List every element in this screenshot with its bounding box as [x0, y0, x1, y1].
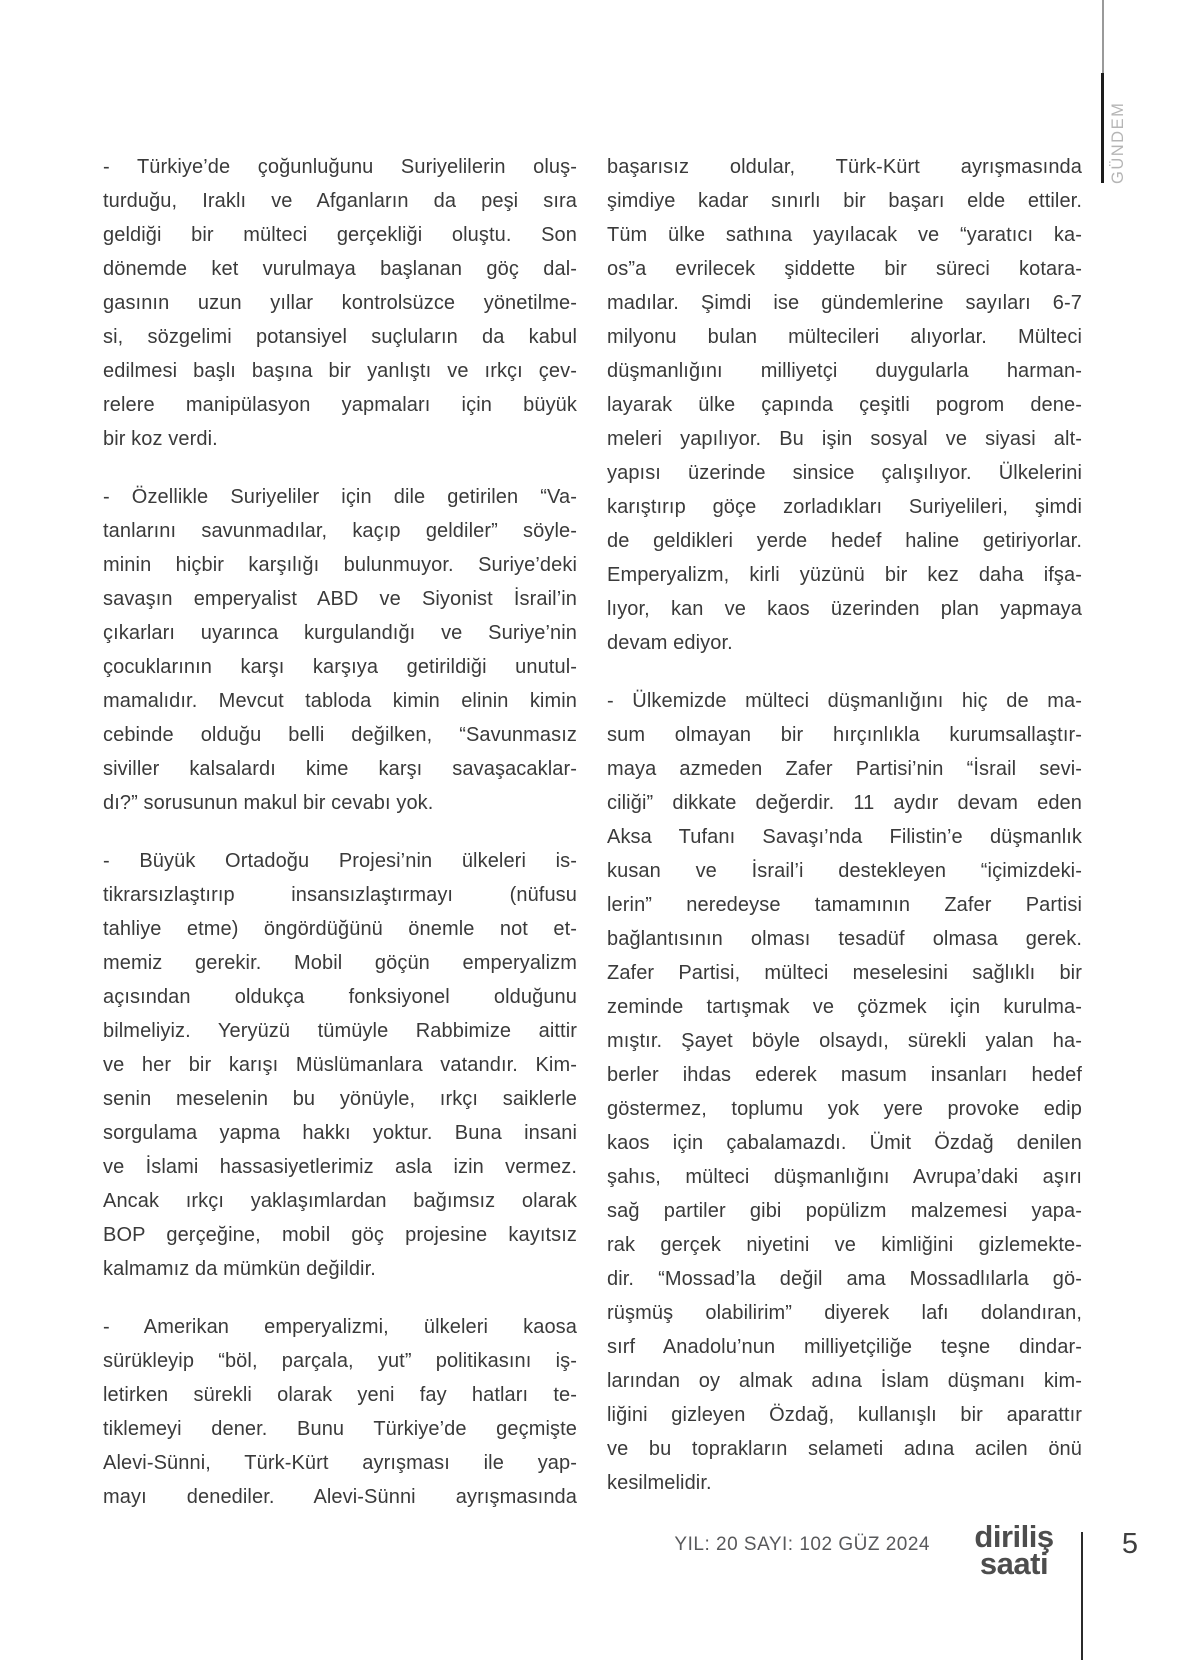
text-line: - Türkiye’de çoğunluğunu Suriyelilerin oluş- — [103, 156, 577, 178]
text-line: savaşın emperyalist ABD ve Siyonist İsrail’in — [103, 588, 577, 610]
text-line: gasının uzun yıllar kontrolsüzce yönetilme- — [103, 292, 577, 314]
text-line: çocuklarının karşı karşıya getirildiği unutul- — [103, 656, 577, 678]
text-line: karıştırıp göçe zorladıkları Suriyelileri, şimdi — [607, 496, 1082, 518]
text-line: Ancak ırkçı yaklaşımlardan bağımsız olarak — [103, 1190, 577, 1212]
text-line: sorgulama yapma hakkı yoktur. Buna insani — [103, 1122, 577, 1144]
logo-line-1: diriliş — [974, 1519, 1054, 1554]
text-line: Tüm ülke sathına yayılacak ve “yaratıcı ka- — [607, 224, 1082, 246]
text-line: şahıs, mülteci düşmanlığını Avrupa’daki aşırı — [607, 1166, 1082, 1188]
paragraph — [607, 150, 1082, 660]
text-line: tikrarsızlaştırıp insansızlaştırmayı (nüfusu — [103, 884, 577, 906]
text-line: açısından oldukça fonksiyonel olduğunu — [103, 986, 577, 1008]
text-line: sürükleyip “böl, parçala, yut” politikasını iş- — [103, 1350, 577, 1372]
text-line: senin meselenin bu yönüyle, ırkçı saiklerle — [103, 1088, 577, 1110]
text-line: zeminde tartışmak ve çözmek için kurulma- — [607, 996, 1082, 1018]
text-line: meleri yapılıyor. Bu işin sosyal ve siyasi alt- — [607, 428, 1082, 450]
logo-line-2: saati — [979, 1546, 1049, 1581]
text-line: dönemde ket vurulmaya başlanan göç dal- — [103, 258, 577, 280]
text-line: sırf Anadolu’nun milliyetçiliğe teşne dindar- — [607, 1336, 1082, 1358]
text-line: layarak ülke çapında çeşitli pogrom dene- — [607, 394, 1082, 416]
text-line: dir. “Mossad’la değil ama Mossadlılarla gö- — [607, 1268, 1082, 1290]
text-line: kesilmelidir. — [607, 1472, 712, 1494]
text-line: bağlantısının olması tesadüf olmasa gerek. — [607, 928, 1082, 950]
paragraph — [607, 684, 1082, 1500]
text-line: tanlarını savunmadılar, kaçıp geldiler” söyle- — [103, 520, 577, 542]
text-line: larından oy almak adına İslam düşmanı kim- — [607, 1370, 1082, 1392]
text-line: tiklemeyi dener. Bunu Türkiye’de geçmişte — [103, 1418, 577, 1440]
text-line: sum olmayan bir hırçınlıkla kurumsallaştır- — [607, 724, 1082, 746]
text-line: başarısız oldular, Türk-Kürt ayrışmasında — [607, 156, 1082, 178]
text-line: rak gerçek niyetini ve kimliğini gizlemekte- — [607, 1234, 1082, 1256]
text-line: letirken sürekli olarak yeni fay hatları te- — [103, 1384, 577, 1406]
text-line: Zafer Partisi, mülteci meselesini sağlıklı bir — [607, 962, 1082, 984]
text-line: liğini gizleyen Özdağ, kullanışlı bir aparattır — [607, 1404, 1082, 1426]
text-line: ciliği” dikkate değerdir. 11 aydır devam eden — [607, 792, 1082, 814]
text-line: ve İslami hassasiyetlerimiz asla izin vermez. — [103, 1156, 577, 1178]
footer-divider — [1081, 1532, 1083, 1660]
text-line: mamalıdır. Mevcut tabloda kimin elinin kimin — [103, 690, 577, 712]
text-line: mıştır. Şayet böyle olsaydı, sürekli yalan ha- — [607, 1030, 1082, 1052]
text-line: maya azmeden Zafer Partisi’nin “İsrail sevi- — [607, 758, 1082, 780]
text-line: edilmesi başlı başına bir yanlıştı ve ırkçı çev- — [103, 360, 577, 382]
text-line: Emperyalizm, kirli yüzünü bir kez daha ifşa- — [607, 564, 1082, 586]
text-line: - Ülkemizde mülteci düşmanlığını hiç de ma- — [607, 690, 1082, 712]
text-line: minin hiçbir karşılığı bulunmuyor. Suriye’deki — [103, 554, 577, 576]
text-line: madılar. Şimdi ise gündemlerine sayıları 6-7 — [607, 292, 1082, 314]
paragraph — [103, 844, 577, 1286]
text-line: geldiği bir mülteci gerçekliği oluştu. Son — [103, 224, 577, 246]
text-line: Alevi-Sünni, Türk-Kürt ayrışması ile yap- — [103, 1452, 577, 1474]
text-line: lıyor, kan ve kaos üzerinden plan yapmaya — [607, 598, 1082, 620]
text-line: memiz gerekir. Mobil göçün emperyalizm — [103, 952, 577, 974]
text-line: düşmanlığını milliyetçi duygularla harman- — [607, 360, 1082, 382]
text-line: devam ediyor. — [607, 632, 733, 654]
text-line: kaos için çabalamazdı. Ümit Özdağ denilen — [607, 1132, 1082, 1154]
text-line: sağ partiler gibi popülizm malzemesi yapa- — [607, 1200, 1082, 1222]
text-line: Aksa Tufanı Savaşı’nda Filistin’e düşmanlık — [607, 826, 1082, 848]
text-line: de geldikleri yerde hedef haline getiriyorlar. — [607, 530, 1082, 552]
text-line: rüşmüş olabilirim” diyerek lafı dolandıran, — [607, 1302, 1082, 1324]
text-line: siviller kalsalardı kime karşı savaşacaklar- — [103, 758, 577, 780]
text-line: - Özellikle Suriyeliler için dile getirilen “Va- — [103, 486, 577, 508]
right-text-column — [607, 150, 1082, 1524]
paragraph — [103, 1310, 577, 1514]
text-line: kalmamız da mümkün değildir. — [103, 1258, 376, 1280]
issue-info: YIL: 20 SAYI: 102 GÜZ 2024 — [674, 1534, 930, 1555]
text-line: cebinde olduğu belli değilken, “Savunmasız — [103, 724, 577, 746]
text-line: turduğu, Iraklı ve Afganların da peşi sıra — [103, 190, 577, 212]
text-line: berler ihdas ederek masum insanları hedef — [607, 1064, 1082, 1086]
text-line: çıkarları uyarınca kurgulandığı ve Suriye’nin — [103, 622, 577, 644]
paragraph — [103, 150, 577, 456]
text-line: - Amerikan emperyalizmi, ülkeleri kaosa — [103, 1316, 577, 1338]
text-line: şimdiye kadar sınırlı bir başarı elde ettiler. — [607, 190, 1082, 212]
text-line: mayı denediler. Alevi-Sünni ayrışmasında — [103, 1486, 577, 1508]
text-line: yapısı üzerinde sinsice çalışılıyor. Ülkelerini — [607, 462, 1082, 484]
text-line: ve her bir karışı Müslümanlara vatandır. Kim- — [103, 1054, 577, 1076]
text-line: tahliye etme) öngördüğünü önemle not et- — [103, 918, 577, 940]
text-line: BOP gerçeğine, mobil göç projesine kayıtsız — [103, 1224, 577, 1246]
page-number: 5 — [1121, 1528, 1139, 1560]
text-line: os”a evrilecek şiddette bir süreci kotara- — [607, 258, 1082, 280]
text-line: kusan ve İsrail’i destekleyen “içimizdeki- — [607, 860, 1082, 882]
paragraph — [103, 480, 577, 820]
text-line: dı?” sorusunun makul bir cevabı yok. — [103, 792, 434, 814]
section-label: GÜNDEM — [1109, 101, 1127, 184]
text-line: ve bu toprakların selameti adına acilen önü — [607, 1438, 1082, 1460]
edge-rule-light — [1102, 0, 1104, 73]
text-line: si, sözgelimi potansiyel suçluların da kabul — [103, 326, 577, 348]
text-line: bir koz verdi. — [103, 428, 218, 450]
magazine-logo — [958, 1519, 1070, 1581]
text-line: - Büyük Ortadoğu Projesi’nin ülkeleri is- — [103, 850, 577, 872]
text-line: bilmeliyiz. Yeryüzü tümüyle Rabbimize aittir — [103, 1020, 577, 1042]
text-line: göstermez, toplumu yok yere provoke edip — [607, 1098, 1082, 1120]
text-line: relere manipülasyon yapmaları için büyük — [103, 394, 577, 416]
edge-rule-dark — [1101, 73, 1104, 183]
left-text-column — [103, 150, 577, 1538]
text-line: milyonu bulan mültecileri alıyorlar. Mülteci — [607, 326, 1082, 348]
text-line: lerin” neredeyse tamamının Zafer Partisi — [607, 894, 1082, 916]
